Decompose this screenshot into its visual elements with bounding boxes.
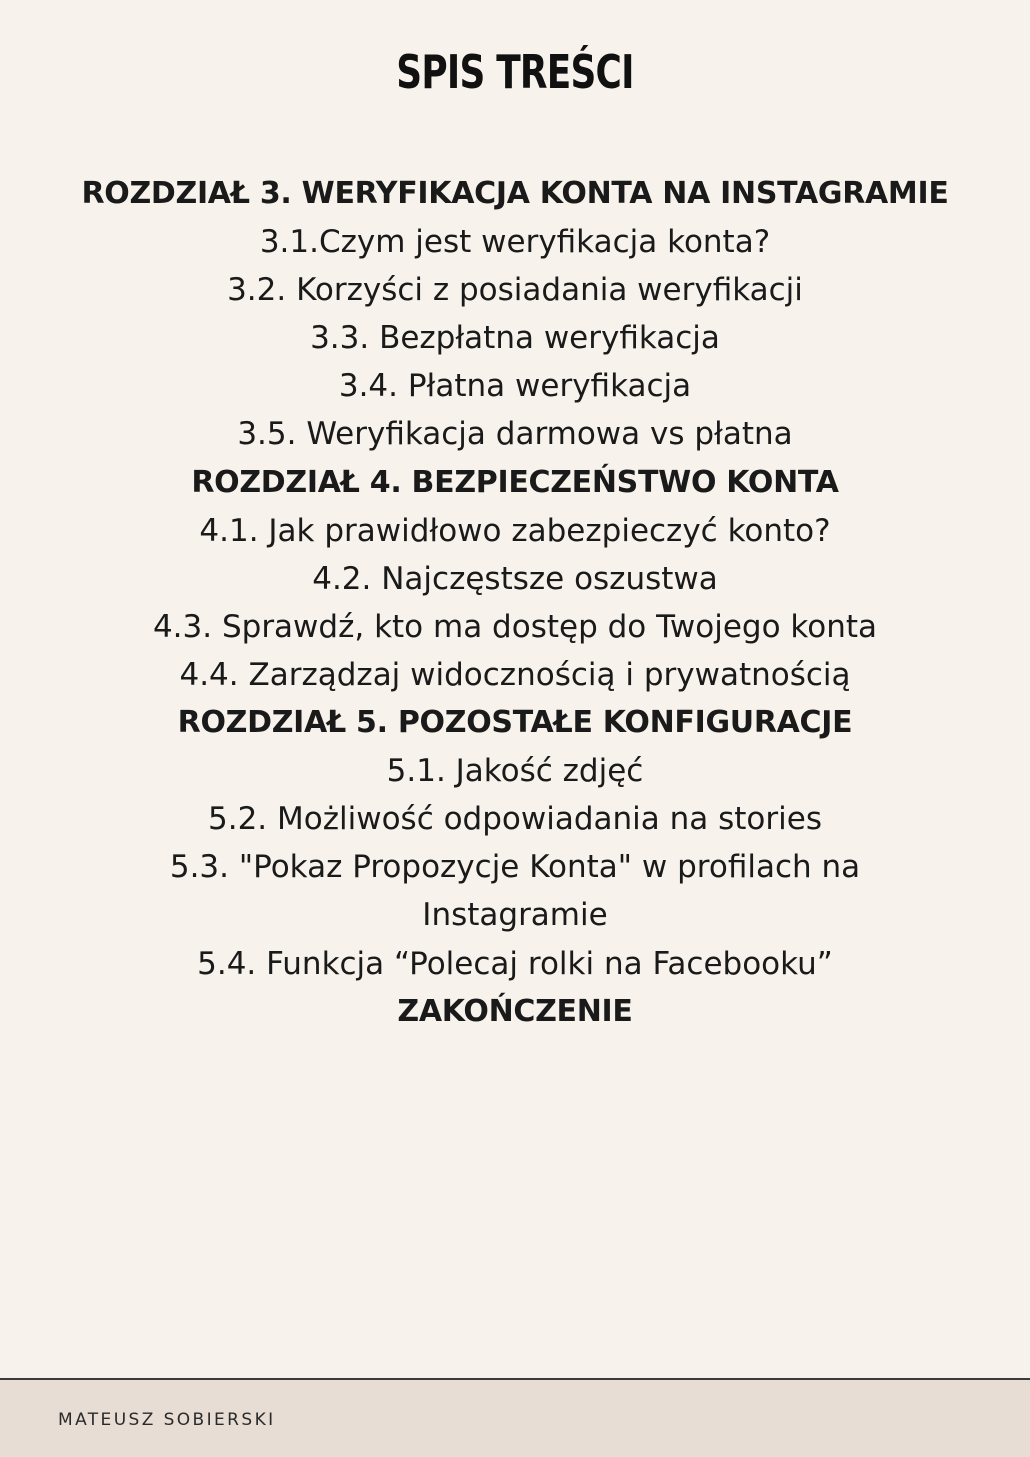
toc-item-5-3: 5.3. "Pokaz Propozycje Konta" w profilach na Instagramie: [169, 849, 861, 934]
toc-chapter-5: ROZDZIAŁ 5. POZOSTAŁE KONFIGURACJE: [177, 705, 853, 741]
table-of-contents: [0, 170, 1030, 1036]
toc-item-3-3: 3.3. Bezpłatna weryfikacja: [310, 320, 720, 357]
toc-item-3-4: 3.4. Płatna weryfikacja: [338, 368, 692, 405]
toc-item-4-4: 4.4. Zarządzaj widocznością i prywatnością: [179, 656, 851, 693]
toc-conclusion: ZAKOŃCZENIE: [397, 993, 633, 1029]
page-footer: [0, 1378, 1030, 1457]
toc-item-5-4: 5.4. Funkcja “Polecaj rolki na Facebooku”: [197, 945, 833, 982]
toc-item-5-2: 5.2. Możliwość odpowiadania na stories: [208, 801, 822, 838]
toc-item-4-3: 4.3. Sprawdź, kto ma dostęp do Twojego konta: [152, 608, 878, 645]
page-title: SPIS TREŚCI: [396, 45, 634, 99]
toc-chapter-4: ROZDZIAŁ 4. BEZPIECZEŃSTWO KONTA: [191, 464, 839, 500]
toc-item-3-1: 3.1.Czym jest weryfikacja konta?: [259, 224, 771, 261]
toc-item-5-1: 5.1. Jakość zdjęć: [386, 753, 644, 790]
toc-item-3-5: 3.5. Weryfikacja darmowa vs płatna: [237, 416, 793, 453]
toc-item-4-2: 4.2. Najczęstsze oszustwa: [312, 560, 718, 597]
toc-chapter-3: ROZDZIAŁ 3. WERYFIKACJA KONTA NA INSTAGRAMIE: [81, 176, 949, 211]
toc-item-3-2: 3.2. Korzyści z posiadania weryfikacji: [227, 272, 803, 309]
toc-item-4-1: 4.1. Jak prawidłowo zabezpieczyć konto?: [199, 512, 831, 549]
footer-author: MATEUSZ SOBIERSKI: [58, 1410, 276, 1430]
